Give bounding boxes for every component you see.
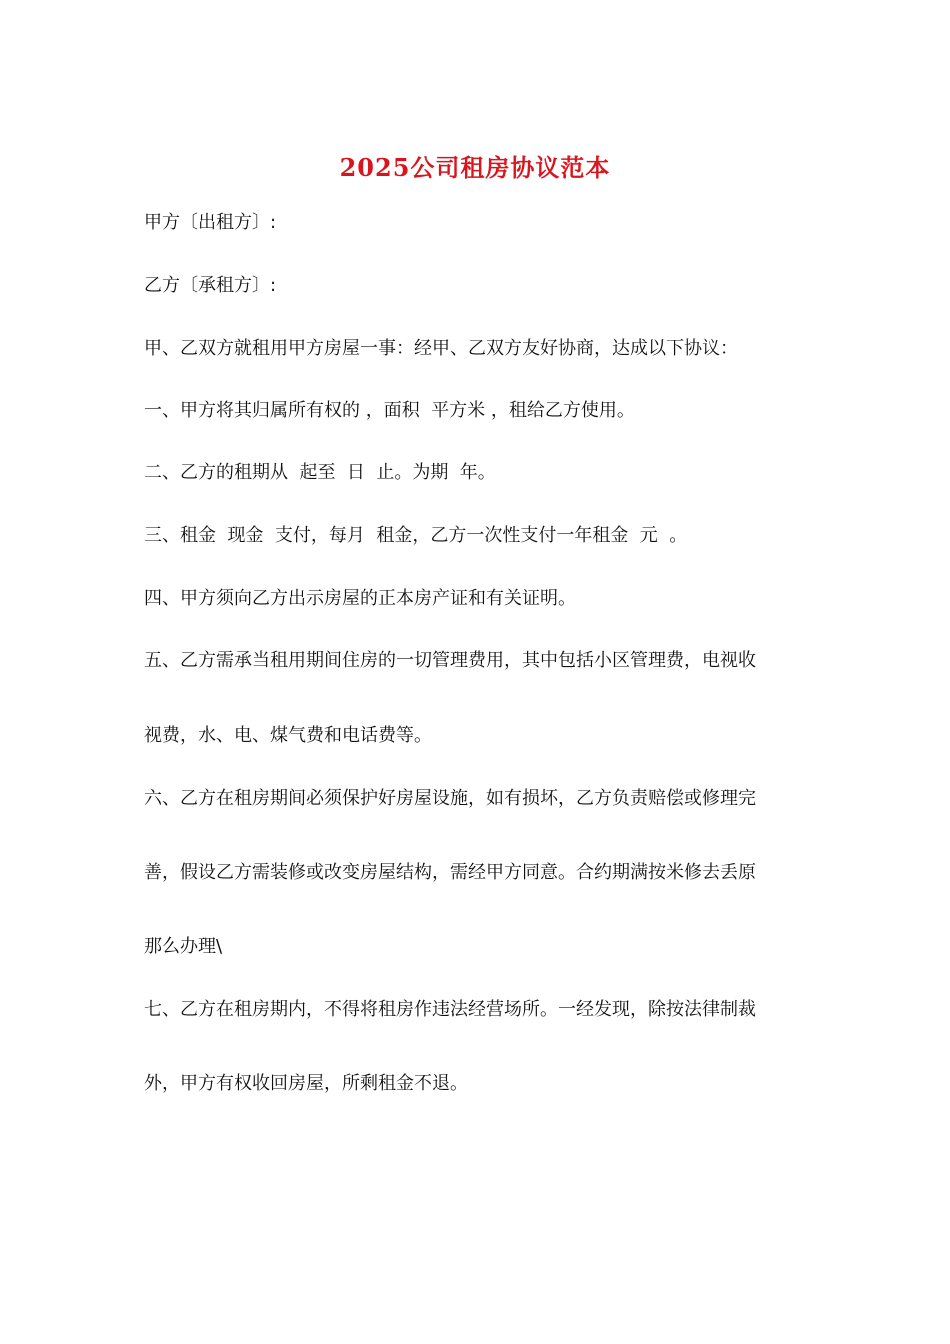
clause-4-line: 四、甲方须向乙方出示房屋的正本房产证和有关证明。 <box>144 588 576 609</box>
intro-line: 甲、乙双方就租用甲方房屋一事：经甲、乙双方友好协商，达成以下协议： <box>144 338 738 359</box>
clause-6-line-3: 那么办理\ <box>144 936 223 957</box>
clause-5-line-1: 五、乙方需承当租用期间住房的一切管理费用，其中包括小区管理费，电视收 <box>144 650 756 671</box>
clause-1-line: 一、甲方将其归属所有权的 ，面积 平方米 ，租给乙方使用。 <box>144 400 635 421</box>
party-a-line: 甲方〔出租方〕: <box>144 212 277 233</box>
party-b-line: 乙方〔承租方〕: <box>144 275 277 296</box>
clause-7-line-2: 外，甲方有权收回房屋，所剩租金不退。 <box>144 1073 468 1094</box>
clause-6-line-2: 善，假设乙方需装修或改变房屋结构，需经甲方同意。合约期满按米修去丢原 <box>144 862 756 883</box>
clause-2-line: 二、乙方的租期从 起至 日 止。为期 年。 <box>144 462 496 483</box>
clause-6-line-1: 六、乙方在租房期间必须保护好房屋设施，如有损坏，乙方负责赔偿或修理完 <box>144 788 756 809</box>
clause-3-line: 三、租金 现金 支付，每月 租金，乙方一次性支付一年租金 元 。 <box>144 525 688 546</box>
document-title: 2025公司租房协议范本 <box>339 153 611 182</box>
clause-7-line-1: 七、乙方在租房期内，不得将租房作违法经营场所。一经发现，除按法律制裁 <box>144 999 756 1020</box>
clause-5-line-2: 视费，水、电、煤气费和电话费等。 <box>144 725 432 746</box>
